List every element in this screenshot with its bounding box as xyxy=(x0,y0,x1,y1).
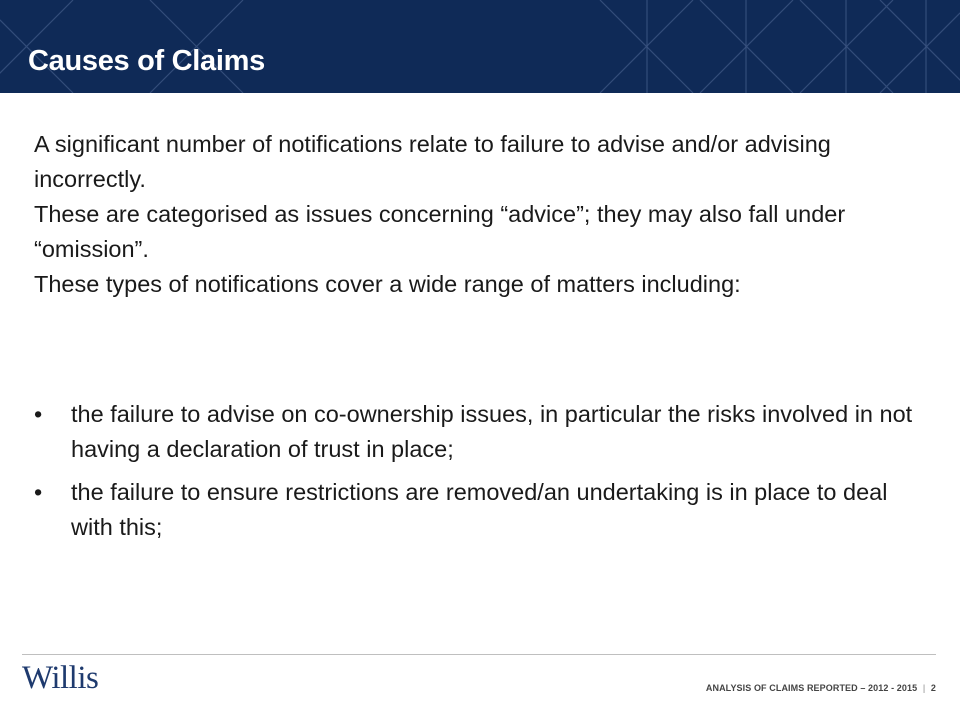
bullet-list xyxy=(34,397,914,553)
bullet-text: the failure to ensure restrictions are removed/an undertaking is in place to deal with this; xyxy=(71,479,888,540)
bullet-dot-icon: • xyxy=(34,479,43,505)
paragraph-categorised: These are categorised as issues concerning “advice”; they may also fall under “omission”. xyxy=(34,201,846,262)
paragraph-notifications: A significant number of notifications relate to failure to advise and/or advising incorrectly. xyxy=(34,131,831,192)
slide-title: Causes of Claims xyxy=(28,45,265,77)
header-band xyxy=(0,0,960,93)
page-number: 2 xyxy=(930,683,936,693)
bullet-dot-icon: • xyxy=(34,401,43,427)
footer-caption xyxy=(706,683,936,693)
bullet-text: the failure to advise on co-ownership issues, in particular the risks involved in not having a declaration of trust in place; xyxy=(71,401,913,462)
willis-logo: Willis xyxy=(22,660,99,696)
bullet-item xyxy=(34,475,914,545)
footer-divider xyxy=(22,654,936,655)
footer-separator: | xyxy=(922,683,926,693)
body-text xyxy=(34,127,914,302)
bullet-item xyxy=(34,397,914,467)
paragraph-types: These types of notifications cover a wide range of matters including: xyxy=(34,271,741,297)
report-label: ANALYSIS OF CLAIMS REPORTED – 2012 - 2015 xyxy=(705,683,918,693)
